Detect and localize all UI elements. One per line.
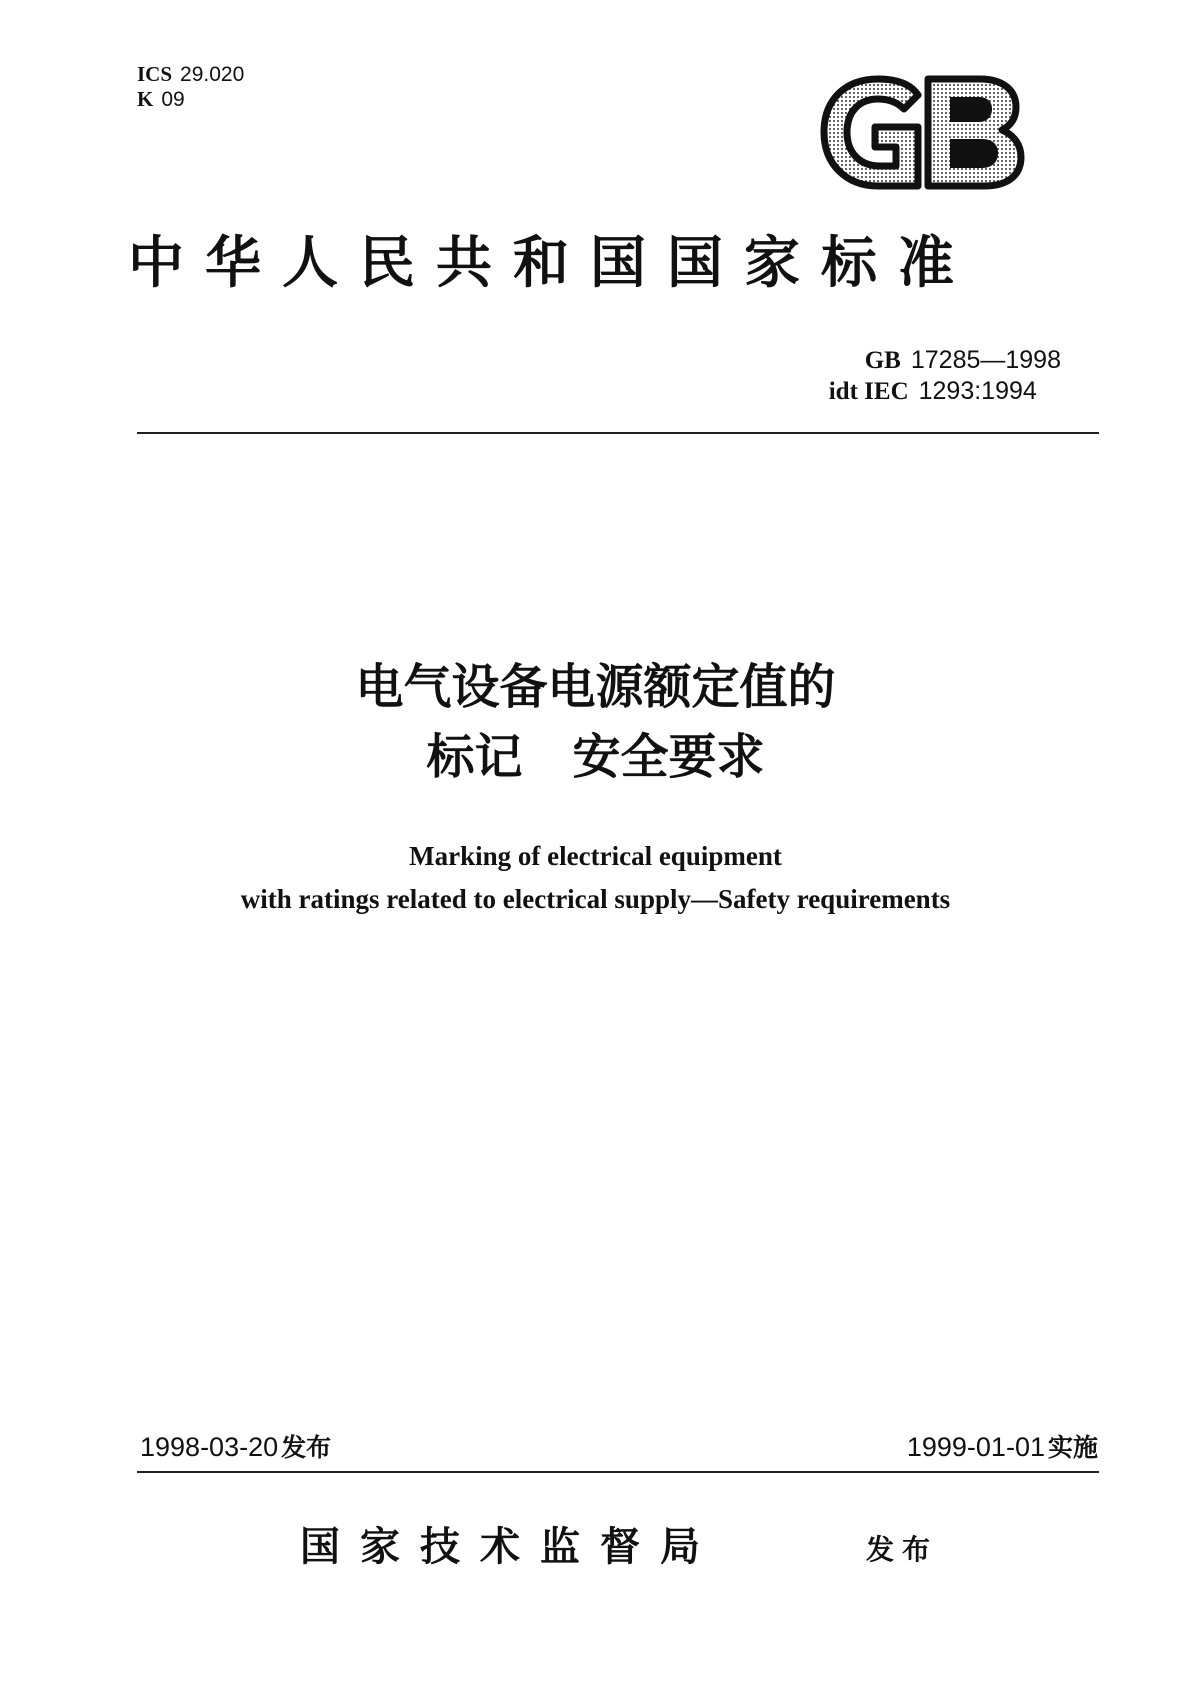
issued-date <box>140 1430 331 1465</box>
effective-date <box>907 1430 1098 1465</box>
gb-number-row <box>829 345 1061 376</box>
header-divider <box>137 432 1099 434</box>
ics-code <box>137 62 244 87</box>
ccs-code <box>137 87 244 112</box>
ccs-label: K <box>137 87 154 111</box>
issued-label: 发布 <box>281 1433 332 1462</box>
title-cn-line1: 电气设备电源额定值的 <box>355 659 836 715</box>
title-en-line2: with ratings related to electrical supply—Safety requirements <box>240 884 951 914</box>
gb-logo <box>820 75 1025 190</box>
national-standard-banner: 中华人民共和国国家标准 <box>128 230 975 296</box>
effective-date-value: 1999-01-01 <box>906 1432 1045 1462</box>
issuer-name: 国家技术监督局 <box>300 1523 720 1570</box>
title-cn-line2-part2: 安全要求 <box>572 729 765 785</box>
title-en-line1: Marking of electrical equipment <box>409 841 782 871</box>
gb-number: 17285—1998 <box>910 346 1061 374</box>
effective-label: 实施 <box>1047 1433 1098 1462</box>
idt-number-row <box>829 376 1061 407</box>
ics-value: 29.020 <box>180 63 245 86</box>
issuer-suffix: 发布 <box>866 1533 939 1566</box>
title-cn-line2-part1: 标记 <box>426 729 523 785</box>
classification-codes <box>137 62 244 112</box>
idt-number: 1293:1994 <box>918 377 1037 405</box>
standard-numbers <box>829 345 1061 407</box>
idt-label: idt IEC <box>828 378 909 405</box>
ics-label: ICS <box>137 62 173 86</box>
ccs-value: 09 <box>161 88 185 111</box>
gb-label: GB <box>864 347 901 374</box>
footer-divider <box>137 1471 1099 1473</box>
issued-date-value: 1998-03-20 <box>140 1432 279 1462</box>
title-cn-line2 <box>0 722 1191 792</box>
